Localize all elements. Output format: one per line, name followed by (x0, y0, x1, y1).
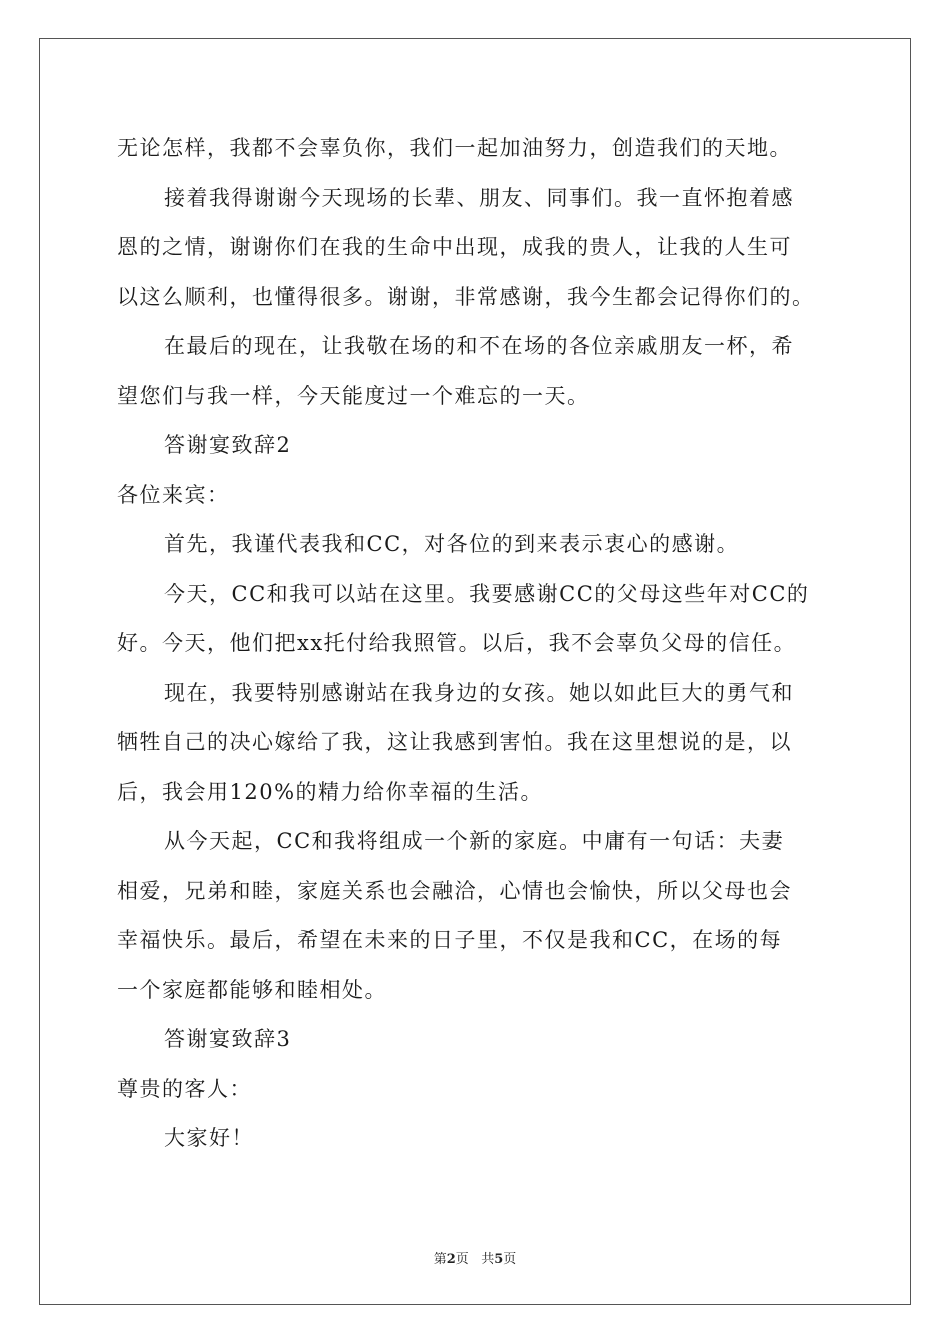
text-line: 牺牲自己的决心嫁给了我，这让我感到害怕。我在这里想说的是，以 (117, 730, 792, 754)
section-heading: 答谢宴致辞2 (164, 433, 292, 457)
text-line: 从今天起，CC和我将组成一个新的家庭。中庸有一句话：夫妻 (164, 829, 785, 853)
text-line: 望您们与我一样，今天能度过一个难忘的一天。 (117, 383, 590, 408)
page-suffix: 页 (455, 1252, 469, 1267)
text-line: 首先，我谨代表我和CC，对各位的到来表示衷心的感谢。 (164, 532, 740, 556)
text-line: 无论怎样，我都不会辜负你，我们一起加油努力，创造我们的天地。 (117, 136, 792, 160)
greeting: 大家好！ (164, 1126, 254, 1150)
text-line: 接着我得谢谢今天现场的长辈、朋友、同事们。我一直怀抱着感 (164, 185, 794, 210)
text-line: 恩的之情，谢谢你们在我的生命中出现，成我的贵人，让我的人生可 (117, 235, 792, 259)
salutation: 各位来宾： (117, 482, 230, 507)
total-suffix: 页 (503, 1252, 517, 1267)
text-line: 一个家庭都能够和睦相处。 (117, 977, 387, 1002)
text-line: 以这么顺利，也懂得很多。谢谢，非常感谢，我今生都会记得你们的。 (117, 284, 815, 309)
text-line: 相爱，兄弟和睦，家庭关系也会融洽，心情也会愉快，所以父母也会 (117, 878, 792, 903)
text-line: 好。今天，他们把xx托付给我照管。以后，我不会辜负父母的信任。 (117, 631, 797, 655)
text-line: 幸福快乐。最后，希望在未来的日子里，不仅是我和CC，在场的每 (117, 928, 783, 952)
page-current: 2 (446, 1252, 456, 1267)
page-total: 5 (494, 1252, 504, 1267)
page-prefix: 第 (433, 1252, 447, 1267)
total-prefix: 共 (481, 1252, 495, 1267)
document-body (117, 124, 837, 1164)
text-line: 今天，CC和我可以站在这里。我要感谢CC的父母这些年对CC的 (164, 581, 810, 606)
section-heading: 答谢宴致辞3 (164, 1027, 292, 1051)
text-line: 现在，我要特别感谢站在我身边的女孩。她以如此巨大的勇气和 (164, 680, 794, 705)
page-footer (0, 1248, 950, 1267)
salutation: 尊贵的客人： (117, 1076, 252, 1101)
text-line: 后，我会用120%的精力给你幸福的生活。 (117, 779, 544, 804)
text-line: 在最后的现在，让我敬在场的和不在场的各位亲戚朋友一杯，希 (164, 334, 794, 358)
